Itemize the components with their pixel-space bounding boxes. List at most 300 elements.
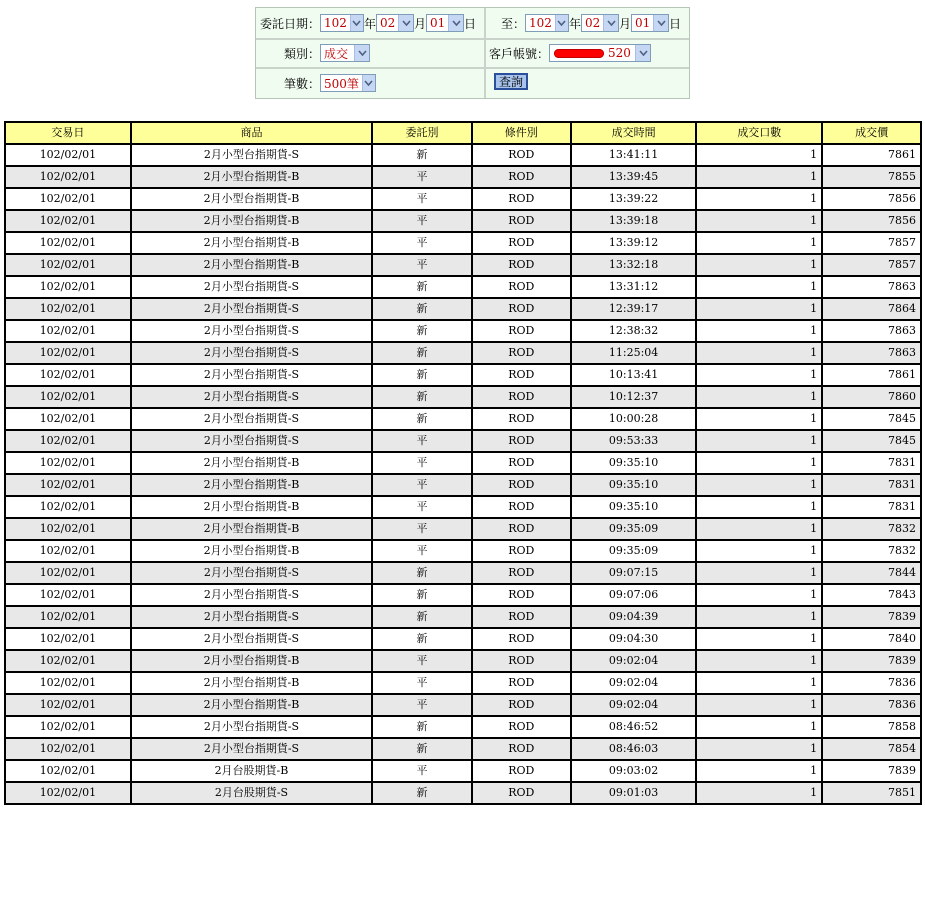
to-day-value: 01 bbox=[635, 16, 651, 30]
cell-fill-qty: 1 bbox=[696, 628, 822, 650]
cell-condition: ROD bbox=[472, 386, 571, 408]
cell-fill-qty: 1 bbox=[696, 540, 822, 562]
cell-product: 2月小型台指期貨-B bbox=[131, 210, 372, 232]
cell-fill-price: 7860 bbox=[822, 386, 921, 408]
category-label: 類別： bbox=[284, 46, 321, 61]
cell-trade-date: 102/02/01 bbox=[5, 364, 131, 386]
cell-order-type: 新 bbox=[372, 562, 472, 584]
cell-order-type: 平 bbox=[372, 540, 472, 562]
cell-trade-date: 102/02/01 bbox=[5, 562, 131, 584]
chevron-down-icon bbox=[653, 15, 668, 31]
cell-order-type: 平 bbox=[372, 210, 472, 232]
cell-condition: ROD bbox=[472, 782, 571, 804]
table-row bbox=[5, 694, 921, 716]
cell-order-type: 平 bbox=[372, 166, 472, 188]
cell-order-type: 平 bbox=[372, 650, 472, 672]
cell-trade-date: 102/02/01 bbox=[5, 606, 131, 628]
account-group bbox=[489, 42, 651, 64]
cell-product: 2月小型台指期貨-B bbox=[131, 518, 372, 540]
table-row bbox=[5, 320, 921, 342]
cell-fill-time: 09:02:04 bbox=[571, 672, 697, 694]
search-form bbox=[255, 7, 690, 99]
cell-order-type: 新 bbox=[372, 606, 472, 628]
cell-fill-time: 09:04:30 bbox=[571, 628, 697, 650]
cell-fill-qty: 1 bbox=[696, 342, 822, 364]
cell-fill-price: 7855 bbox=[822, 166, 921, 188]
table-row bbox=[5, 144, 921, 166]
cell-condition: ROD bbox=[472, 562, 571, 584]
account-label: 客戶帳號： bbox=[489, 46, 550, 61]
cell-product: 2月小型台指期貨-S bbox=[131, 430, 372, 452]
header-order-type: 委託別 bbox=[372, 122, 472, 144]
count-group bbox=[284, 72, 376, 94]
table-row bbox=[5, 628, 921, 650]
cell-order-type: 平 bbox=[372, 496, 472, 518]
header-condition: 條件別 bbox=[472, 122, 571, 144]
cell-trade-date: 102/02/01 bbox=[5, 694, 131, 716]
cell-product: 2月小型台指期貨-B bbox=[131, 694, 372, 716]
cell-fill-qty: 1 bbox=[696, 518, 822, 540]
cell-condition: ROD bbox=[472, 738, 571, 760]
cell-condition: ROD bbox=[472, 364, 571, 386]
cell-product: 2月小型台指期貨-S bbox=[131, 716, 372, 738]
cell-fill-time: 09:02:04 bbox=[571, 694, 697, 716]
cell-product: 2月小型台指期貨-S bbox=[131, 364, 372, 386]
cell-trade-date: 102/02/01 bbox=[5, 210, 131, 232]
table-row bbox=[5, 562, 921, 584]
cell-condition: ROD bbox=[472, 496, 571, 518]
header-trade-date: 交易日 bbox=[5, 122, 131, 144]
form-divider-vertical bbox=[484, 8, 486, 98]
cell-fill-price: 7845 bbox=[822, 408, 921, 430]
day-unit: 日 bbox=[464, 16, 477, 31]
cell-order-type: 新 bbox=[372, 716, 472, 738]
cell-trade-date: 102/02/01 bbox=[5, 386, 131, 408]
table-row bbox=[5, 232, 921, 254]
cell-trade-date: 102/02/01 bbox=[5, 518, 131, 540]
cell-condition: ROD bbox=[472, 540, 571, 562]
cell-trade-date: 102/02/01 bbox=[5, 738, 131, 760]
cell-fill-price: 7857 bbox=[822, 254, 921, 276]
cell-fill-qty: 1 bbox=[696, 320, 822, 342]
cell-product: 2月小型台指期貨-S bbox=[131, 408, 372, 430]
account-number-suffix: 520 bbox=[608, 46, 631, 60]
cell-product: 2月小型台指期貨-B bbox=[131, 188, 372, 210]
cell-product: 2月小型台指期貨-S bbox=[131, 144, 372, 166]
table-row bbox=[5, 738, 921, 760]
form-divider bbox=[256, 67, 689, 69]
cell-condition: ROD bbox=[472, 584, 571, 606]
cell-order-type: 新 bbox=[372, 628, 472, 650]
cell-product: 2月小型台指期貨-B bbox=[131, 540, 372, 562]
category-value: 成交 bbox=[324, 46, 349, 61]
cell-order-type: 新 bbox=[372, 386, 472, 408]
table-row bbox=[5, 650, 921, 672]
cell-trade-date: 102/02/01 bbox=[5, 166, 131, 188]
cell-fill-time: 13:31:12 bbox=[571, 276, 697, 298]
cell-product: 2月小型台指期貨-S bbox=[131, 606, 372, 628]
cell-fill-qty: 1 bbox=[696, 606, 822, 628]
query-group bbox=[494, 70, 528, 92]
cell-fill-time: 13:41:11 bbox=[571, 144, 697, 166]
cell-fill-time: 13:32:18 bbox=[571, 254, 697, 276]
cell-trade-date: 102/02/01 bbox=[5, 782, 131, 804]
cell-product: 2月台股期貨-S bbox=[131, 782, 372, 804]
chevron-down-icon bbox=[603, 15, 618, 31]
cell-order-type: 平 bbox=[372, 430, 472, 452]
cell-condition: ROD bbox=[472, 408, 571, 430]
cell-fill-price: 7839 bbox=[822, 760, 921, 782]
cell-fill-price: 7856 bbox=[822, 210, 921, 232]
from-day-select[interactable] bbox=[426, 14, 464, 32]
cell-trade-date: 102/02/01 bbox=[5, 716, 131, 738]
chevron-down-icon bbox=[362, 75, 375, 91]
cell-order-type: 平 bbox=[372, 452, 472, 474]
table-row bbox=[5, 298, 921, 320]
table-row bbox=[5, 606, 921, 628]
cell-fill-price: 7836 bbox=[822, 672, 921, 694]
cell-product: 2月小型台指期貨-B bbox=[131, 166, 372, 188]
cell-trade-date: 102/02/01 bbox=[5, 430, 131, 452]
cell-condition: ROD bbox=[472, 606, 571, 628]
cell-order-type: 平 bbox=[372, 254, 472, 276]
to-month-select[interactable] bbox=[581, 14, 619, 32]
cell-fill-qty: 1 bbox=[696, 562, 822, 584]
cell-order-type: 平 bbox=[372, 188, 472, 210]
cell-fill-qty: 1 bbox=[696, 188, 822, 210]
cell-condition: ROD bbox=[472, 342, 571, 364]
cell-fill-price: 7831 bbox=[822, 496, 921, 518]
cell-fill-price: 7861 bbox=[822, 144, 921, 166]
cell-condition: ROD bbox=[472, 672, 571, 694]
cell-condition: ROD bbox=[472, 210, 571, 232]
cell-fill-qty: 1 bbox=[696, 716, 822, 738]
cell-fill-price: 7863 bbox=[822, 342, 921, 364]
cell-fill-time: 08:46:52 bbox=[571, 716, 697, 738]
from-month-value: 02 bbox=[380, 16, 396, 30]
count-label: 筆數： bbox=[284, 76, 321, 91]
cell-fill-qty: 1 bbox=[696, 474, 822, 496]
cell-trade-date: 102/02/01 bbox=[5, 276, 131, 298]
cell-fill-time: 09:07:15 bbox=[571, 562, 697, 584]
cell-condition: ROD bbox=[472, 694, 571, 716]
cell-order-type: 新 bbox=[372, 276, 472, 298]
day-unit: 日 bbox=[669, 16, 682, 31]
cell-condition: ROD bbox=[472, 232, 571, 254]
cell-fill-time: 09:02:04 bbox=[571, 650, 697, 672]
cell-order-type: 平 bbox=[372, 694, 472, 716]
cell-fill-qty: 1 bbox=[696, 672, 822, 694]
cell-order-type: 平 bbox=[372, 232, 472, 254]
table-row bbox=[5, 166, 921, 188]
category-group bbox=[284, 42, 370, 64]
cell-product: 2月小型台指期貨-B bbox=[131, 496, 372, 518]
order-date-label: 委託日期： bbox=[260, 16, 321, 31]
cell-fill-price: 7856 bbox=[822, 188, 921, 210]
table-row bbox=[5, 584, 921, 606]
cell-fill-qty: 1 bbox=[696, 144, 822, 166]
cell-condition: ROD bbox=[472, 320, 571, 342]
cell-fill-price: 7836 bbox=[822, 694, 921, 716]
cell-fill-price: 7831 bbox=[822, 474, 921, 496]
cell-product: 2月小型台指期貨-B bbox=[131, 672, 372, 694]
to-date-group bbox=[501, 12, 681, 34]
cell-fill-time: 09:35:09 bbox=[571, 540, 697, 562]
table-row bbox=[5, 188, 921, 210]
cell-product: 2月台股期貨-B bbox=[131, 760, 372, 782]
cell-fill-time: 09:35:10 bbox=[571, 452, 697, 474]
to-label: 至： bbox=[501, 16, 526, 31]
count-select[interactable] bbox=[320, 74, 376, 92]
from-year-select[interactable] bbox=[320, 14, 364, 32]
header-product: 商品 bbox=[131, 122, 372, 144]
cell-trade-date: 102/02/01 bbox=[5, 188, 131, 210]
table-row bbox=[5, 254, 921, 276]
cell-fill-time: 12:38:32 bbox=[571, 320, 697, 342]
cell-fill-time: 10:12:37 bbox=[571, 386, 697, 408]
cell-fill-price: 7851 bbox=[822, 782, 921, 804]
cell-order-type: 新 bbox=[372, 408, 472, 430]
cell-condition: ROD bbox=[472, 452, 571, 474]
table-row bbox=[5, 760, 921, 782]
cell-fill-price: 7832 bbox=[822, 540, 921, 562]
cell-fill-price: 7845 bbox=[822, 430, 921, 452]
table-row bbox=[5, 782, 921, 804]
cell-fill-time: 13:39:18 bbox=[571, 210, 697, 232]
year-unit: 年 bbox=[569, 16, 582, 31]
cell-condition: ROD bbox=[472, 276, 571, 298]
cell-fill-qty: 1 bbox=[696, 276, 822, 298]
cell-fill-time: 08:46:03 bbox=[571, 738, 697, 760]
cell-fill-price: 7857 bbox=[822, 232, 921, 254]
to-day-select[interactable] bbox=[631, 14, 669, 32]
cell-fill-time: 13:39:45 bbox=[571, 166, 697, 188]
cell-trade-date: 102/02/01 bbox=[5, 540, 131, 562]
cell-trade-date: 102/02/01 bbox=[5, 474, 131, 496]
cell-fill-qty: 1 bbox=[696, 650, 822, 672]
cell-order-type: 新 bbox=[372, 144, 472, 166]
cell-fill-qty: 1 bbox=[696, 452, 822, 474]
cell-order-type: 新 bbox=[372, 298, 472, 320]
table-row bbox=[5, 452, 921, 474]
cell-fill-price: 7840 bbox=[822, 628, 921, 650]
cell-fill-price: 7858 bbox=[822, 716, 921, 738]
cell-fill-qty: 1 bbox=[696, 584, 822, 606]
cell-condition: ROD bbox=[472, 628, 571, 650]
table-row bbox=[5, 386, 921, 408]
cell-condition: ROD bbox=[472, 166, 571, 188]
cell-fill-time: 09:04:39 bbox=[571, 606, 697, 628]
month-unit: 月 bbox=[414, 16, 427, 31]
table-header-row bbox=[5, 122, 921, 144]
count-value: 500筆 bbox=[324, 76, 359, 91]
cell-trade-date: 102/02/01 bbox=[5, 650, 131, 672]
cell-fill-time: 12:39:17 bbox=[571, 298, 697, 320]
table-row bbox=[5, 518, 921, 540]
cell-fill-qty: 1 bbox=[696, 408, 822, 430]
table-row bbox=[5, 430, 921, 452]
cell-fill-time: 09:01:03 bbox=[571, 782, 697, 804]
cell-trade-date: 102/02/01 bbox=[5, 298, 131, 320]
account-select[interactable] bbox=[549, 44, 651, 62]
category-select[interactable] bbox=[320, 44, 370, 62]
cell-fill-qty: 1 bbox=[696, 694, 822, 716]
cell-trade-date: 102/02/01 bbox=[5, 254, 131, 276]
cell-fill-qty: 1 bbox=[696, 210, 822, 232]
cell-order-type: 新 bbox=[372, 320, 472, 342]
table-row bbox=[5, 364, 921, 386]
cell-fill-time: 09:53:33 bbox=[571, 430, 697, 452]
cell-condition: ROD bbox=[472, 518, 571, 540]
from-day-value: 01 bbox=[430, 16, 446, 30]
cell-fill-time: 09:03:02 bbox=[571, 760, 697, 782]
cell-fill-time: 10:00:28 bbox=[571, 408, 697, 430]
cell-fill-time: 11:25:04 bbox=[571, 342, 697, 364]
cell-fill-price: 7863 bbox=[822, 276, 921, 298]
cell-condition: ROD bbox=[472, 144, 571, 166]
cell-fill-qty: 1 bbox=[696, 364, 822, 386]
table-row bbox=[5, 496, 921, 518]
cell-fill-qty: 1 bbox=[696, 782, 822, 804]
cell-order-type: 新 bbox=[372, 342, 472, 364]
form-divider bbox=[256, 38, 689, 40]
cell-product: 2月小型台指期貨-B bbox=[131, 232, 372, 254]
cell-trade-date: 102/02/01 bbox=[5, 408, 131, 430]
cell-condition: ROD bbox=[472, 716, 571, 738]
cell-product: 2月小型台指期貨-S bbox=[131, 584, 372, 606]
cell-product: 2月小型台指期貨-S bbox=[131, 738, 372, 760]
cell-condition: ROD bbox=[472, 760, 571, 782]
cell-product: 2月小型台指期貨-B bbox=[131, 474, 372, 496]
table-row bbox=[5, 408, 921, 430]
cell-fill-price: 7839 bbox=[822, 606, 921, 628]
cell-product: 2月小型台指期貨-S bbox=[131, 628, 372, 650]
year-unit: 年 bbox=[364, 16, 377, 31]
cell-order-type: 平 bbox=[372, 474, 472, 496]
trade-results-table bbox=[4, 121, 922, 805]
cell-fill-time: 10:13:41 bbox=[571, 364, 697, 386]
cell-fill-price: 7863 bbox=[822, 320, 921, 342]
cell-condition: ROD bbox=[472, 650, 571, 672]
cell-product: 2月小型台指期貨-B bbox=[131, 254, 372, 276]
cell-condition: ROD bbox=[472, 430, 571, 452]
table-row bbox=[5, 474, 921, 496]
cell-trade-date: 102/02/01 bbox=[5, 672, 131, 694]
to-month-value: 02 bbox=[585, 16, 601, 30]
cell-product: 2月小型台指期貨-B bbox=[131, 650, 372, 672]
month-unit: 月 bbox=[619, 16, 632, 31]
table-row bbox=[5, 210, 921, 232]
cell-condition: ROD bbox=[472, 188, 571, 210]
from-year-value: 102 bbox=[324, 16, 347, 30]
cell-fill-price: 7831 bbox=[822, 452, 921, 474]
cell-fill-time: 13:39:12 bbox=[571, 232, 697, 254]
header-fill-price: 成交價 bbox=[822, 122, 921, 144]
cell-order-type: 新 bbox=[372, 364, 472, 386]
cell-condition: ROD bbox=[472, 298, 571, 320]
cell-fill-time: 09:35:10 bbox=[571, 496, 697, 518]
cell-product: 2月小型台指期貨-S bbox=[131, 276, 372, 298]
cell-fill-qty: 1 bbox=[696, 166, 822, 188]
cell-trade-date: 102/02/01 bbox=[5, 144, 131, 166]
cell-condition: ROD bbox=[472, 474, 571, 496]
cell-product: 2月小型台指期貨-S bbox=[131, 320, 372, 342]
cell-trade-date: 102/02/01 bbox=[5, 496, 131, 518]
header-fill-qty: 成交口數 bbox=[696, 122, 822, 144]
table-row bbox=[5, 672, 921, 694]
cell-condition: ROD bbox=[472, 254, 571, 276]
from-date-group bbox=[260, 12, 476, 34]
chevron-down-icon bbox=[635, 45, 650, 61]
cell-order-type: 平 bbox=[372, 760, 472, 782]
table-row bbox=[5, 342, 921, 364]
cell-fill-qty: 1 bbox=[696, 760, 822, 782]
cell-fill-price: 7861 bbox=[822, 364, 921, 386]
query-button[interactable]: 查詢 bbox=[494, 73, 528, 90]
from-month-select[interactable] bbox=[376, 14, 414, 32]
cell-fill-price: 7832 bbox=[822, 518, 921, 540]
cell-product: 2月小型台指期貨-B bbox=[131, 452, 372, 474]
cell-fill-qty: 1 bbox=[696, 298, 822, 320]
cell-trade-date: 102/02/01 bbox=[5, 628, 131, 650]
cell-fill-qty: 1 bbox=[696, 254, 822, 276]
to-year-select[interactable] bbox=[525, 14, 569, 32]
cell-trade-date: 102/02/01 bbox=[5, 232, 131, 254]
cell-fill-qty: 1 bbox=[696, 430, 822, 452]
cell-trade-date: 102/02/01 bbox=[5, 320, 131, 342]
table-row bbox=[5, 540, 921, 562]
cell-order-type: 新 bbox=[372, 584, 472, 606]
cell-product: 2月小型台指期貨-S bbox=[131, 386, 372, 408]
table-row bbox=[5, 716, 921, 738]
chevron-down-icon bbox=[555, 15, 568, 31]
cell-order-type: 平 bbox=[372, 672, 472, 694]
header-fill-time: 成交時間 bbox=[571, 122, 697, 144]
cell-trade-date: 102/02/01 bbox=[5, 452, 131, 474]
cell-product: 2月小型台指期貨-S bbox=[131, 298, 372, 320]
table-body bbox=[5, 144, 921, 804]
cell-fill-time: 13:39:22 bbox=[571, 188, 697, 210]
cell-fill-price: 7839 bbox=[822, 650, 921, 672]
cell-trade-date: 102/02/01 bbox=[5, 760, 131, 782]
cell-fill-time: 09:07:06 bbox=[571, 584, 697, 606]
cell-fill-qty: 1 bbox=[696, 496, 822, 518]
table-row bbox=[5, 276, 921, 298]
account-redaction-mark bbox=[554, 49, 604, 58]
cell-order-type: 新 bbox=[372, 738, 472, 760]
chevron-down-icon bbox=[448, 15, 463, 31]
cell-fill-qty: 1 bbox=[696, 386, 822, 408]
cell-trade-date: 102/02/01 bbox=[5, 342, 131, 364]
cell-fill-time: 09:35:09 bbox=[571, 518, 697, 540]
cell-product: 2月小型台指期貨-S bbox=[131, 562, 372, 584]
to-year-value: 102 bbox=[529, 16, 552, 30]
cell-order-type: 平 bbox=[372, 518, 472, 540]
cell-fill-qty: 1 bbox=[696, 738, 822, 760]
cell-fill-price: 7843 bbox=[822, 584, 921, 606]
cell-trade-date: 102/02/01 bbox=[5, 584, 131, 606]
cell-fill-price: 7864 bbox=[822, 298, 921, 320]
chevron-down-icon bbox=[398, 15, 413, 31]
cell-fill-price: 7854 bbox=[822, 738, 921, 760]
cell-fill-qty: 1 bbox=[696, 232, 822, 254]
chevron-down-icon bbox=[350, 15, 363, 31]
cell-fill-time: 09:35:10 bbox=[571, 474, 697, 496]
cell-product: 2月小型台指期貨-S bbox=[131, 342, 372, 364]
cell-fill-price: 7844 bbox=[822, 562, 921, 584]
cell-order-type: 新 bbox=[372, 782, 472, 804]
chevron-down-icon bbox=[354, 45, 369, 61]
